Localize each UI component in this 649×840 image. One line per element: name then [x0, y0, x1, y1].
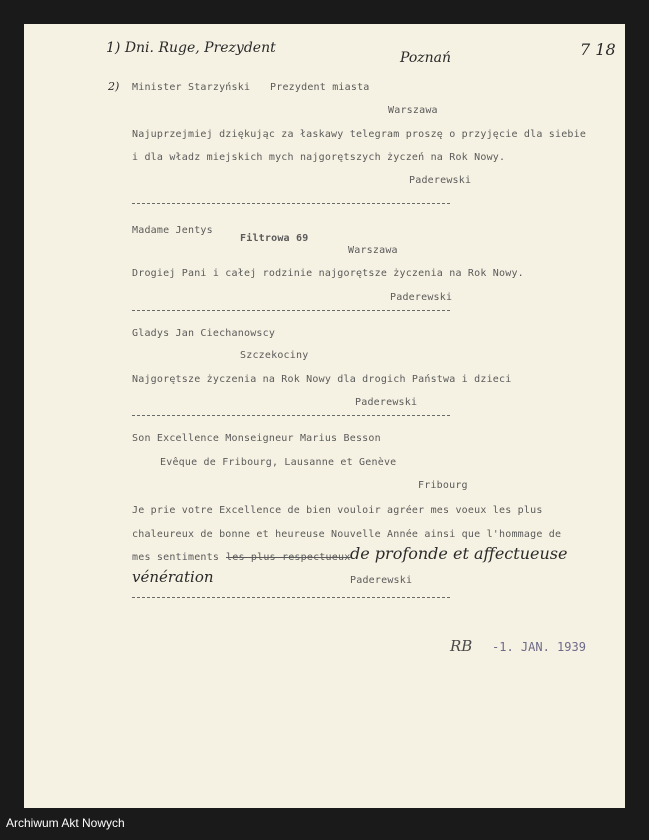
handwritten-correction: de profonde et affectueuse — [350, 544, 568, 563]
letter4-recipient: Son Excellence Monseigneur Marius Besson — [132, 433, 381, 444]
letter3-recipient: Gladys Jan Ciechanowscy — [132, 328, 276, 339]
separator-rule — [132, 203, 450, 204]
separator-rule — [132, 310, 450, 311]
letter1-city: Warszawa — [388, 105, 438, 116]
handwritten-line-number: 2) — [108, 80, 120, 93]
letter3-city: Szczekociny — [240, 350, 309, 361]
letter4-city: Fribourg — [418, 480, 468, 491]
handwritten-header: 1) Dni. Ruge, Prezydent — [106, 40, 276, 56]
letter4-title: Evêque de Fribourg, Lausanne et Genève — [160, 457, 397, 468]
date-stamp: -1. JAN. 1939 — [492, 640, 586, 654]
letter1-title: Prezydent miasta — [270, 82, 370, 93]
handwritten-city: Poznań — [400, 50, 452, 66]
letter2-city: Warszawa — [348, 245, 398, 256]
letter4-body-line2: chaleureux de bonne et heureuse Nouvelle Année ainsi que l'hommage de — [132, 529, 562, 540]
document-page — [24, 24, 625, 808]
letter1-body-line1: Najuprzejmiej dziękując za łaskawy telegram proszę o przyjęcie dla siebie — [132, 129, 587, 140]
letter3-signature: Paderewski — [355, 397, 418, 408]
handwritten-correction-2: vénération — [132, 568, 214, 586]
letter1-recipient: Minister Starzyński — [132, 82, 251, 93]
separator-rule — [132, 597, 450, 598]
letter3-body: Najgorętsze życzenia na Rok Nowy dla drogich Państwa i dzieci — [132, 374, 512, 385]
stamp-initials: RB — [450, 637, 473, 655]
letter2-street: Filtrowa 69 — [240, 233, 309, 244]
letter4-body-line3-start: mes sentiments — [132, 552, 220, 563]
separator-rule — [132, 415, 450, 416]
letter2-recipient: Madame Jentys — [132, 225, 213, 236]
letter1-signature: Paderewski — [409, 175, 472, 186]
letter2-signature: Paderewski — [390, 292, 453, 303]
letter4-body-struck: les plus respectueux — [226, 552, 351, 563]
handwritten-ref-number: 7 18 — [580, 40, 616, 59]
letter2-body: Drogiej Pani i całej rodzinie najgorętsze życzenia na Rok Nowy. — [132, 268, 524, 279]
letter4-body-line1: Je prie votre Excellence de bien vouloir agréer mes voeux les plus — [132, 505, 543, 516]
archive-footer: Archiwum Akt Nowych — [6, 816, 125, 830]
letter4-signature: Paderewski — [350, 575, 413, 586]
letter1-body-line2: i dla władz miejskich mych najgorętszych życzeń na Rok Nowy. — [132, 152, 506, 163]
